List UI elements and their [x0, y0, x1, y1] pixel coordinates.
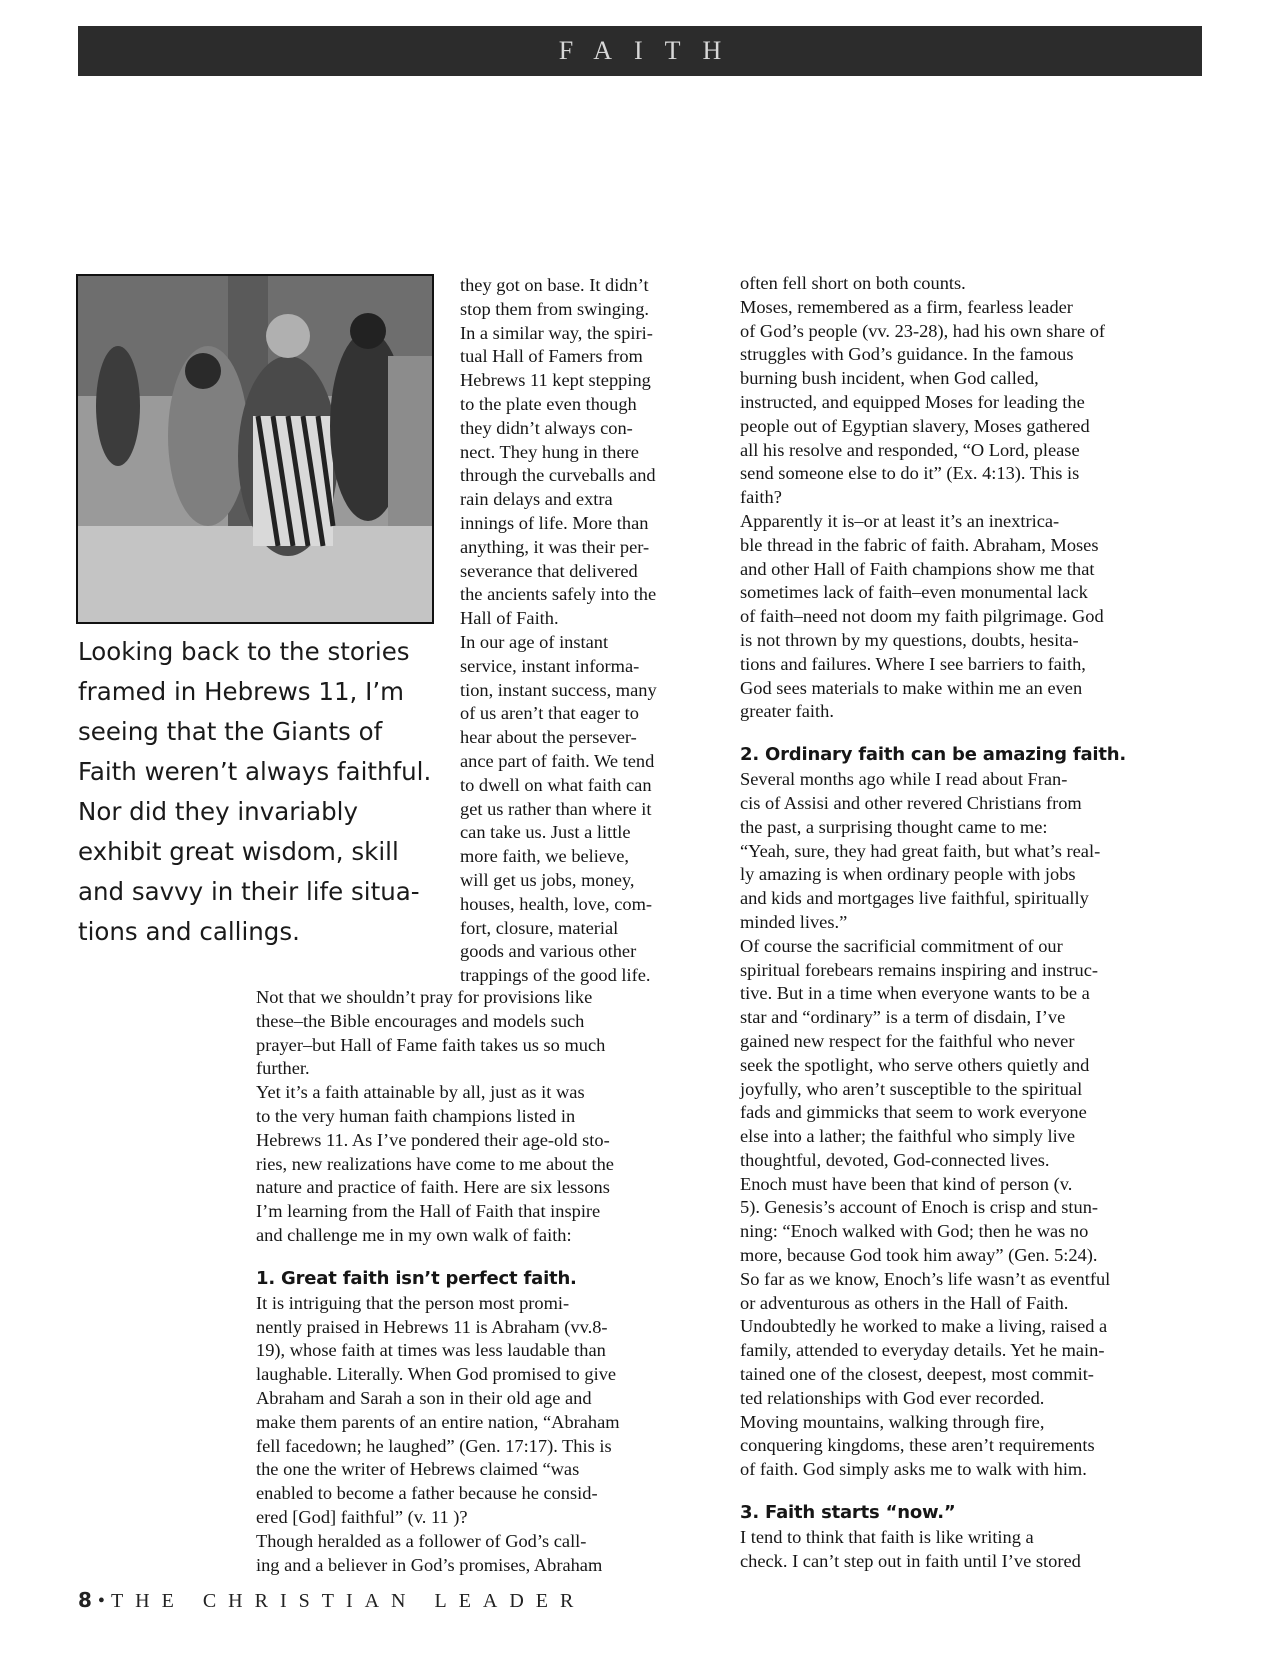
body-text-line: tual Hall of Famers from	[460, 346, 643, 367]
body-text-line: anything, it was their per-	[460, 536, 650, 557]
body-text-line: prayer–but Hall of Fame faith takes us so much	[256, 1034, 606, 1055]
body-text-line: severance that delivered	[460, 560, 638, 581]
body-text-line: these–the Bible encourages and models such	[256, 1010, 585, 1031]
body-text-line: houses, health, love, com-	[460, 893, 653, 914]
body-text-line: further.	[256, 1058, 310, 1079]
body-text-line: the one the writer of Hebrews claimed “was	[256, 1459, 580, 1480]
body-text-line: ries, new realizations have come to me about the	[256, 1153, 614, 1174]
body-text-line: ly amazing is when ordinary people with jobs	[740, 864, 1076, 885]
article-column-middle	[460, 274, 710, 988]
body-text-line: and challenge me in my own walk of faith:	[256, 1224, 572, 1245]
article-column-middle-lower	[256, 986, 726, 1577]
article-column-right	[740, 272, 1200, 1574]
body-text-line: Of course the sacrificial commitment of our	[740, 935, 1063, 956]
body-text-line: thoughtful, devoted, God-connected lives.	[740, 1149, 1050, 1170]
footer-separator: •	[97, 1590, 105, 1612]
body-text-line: of faith–need not doom my faith pilgrimage. God	[740, 606, 1104, 627]
body-text-line: Moses, remembered as a firm, fearless leader	[740, 296, 1073, 317]
body-text-line: Hebrews 11. As I’ve pondered their age-old sto-	[256, 1129, 610, 1150]
body-text-line: stop them from swinging.	[460, 298, 650, 319]
pull-quote	[78, 632, 438, 952]
body-text-line: Hall of Faith.	[460, 608, 559, 629]
body-text-line: can take us. Just a little	[460, 822, 631, 843]
body-text-line: spiritual forebears remains inspiring and instruc-	[740, 959, 1099, 980]
body-text-line: service, instant informa-	[460, 655, 640, 676]
section-heading: 2. Ordinary faith can be amazing faith.	[740, 744, 1127, 766]
body-text-line: I’m learning from the Hall of Faith that inspire	[256, 1201, 601, 1222]
article-photo	[76, 274, 434, 624]
body-text-line: through the curveballs and	[460, 465, 656, 486]
section-banner	[78, 26, 1202, 76]
body-text-line: people out of Egyptian slavery, Moses gathered	[740, 415, 1090, 436]
body-text-line: sometimes lack of faith–even monumental lack	[740, 582, 1088, 603]
body-text-line: ing and a believer in God’s promises, Abraham	[256, 1554, 603, 1575]
body-text-line: Abraham and Sarah a son in their old age and	[256, 1387, 592, 1408]
body-text-line: conquering kingdoms, these aren’t requirements	[740, 1435, 1095, 1456]
body-text-line: gained new respect for the faithful who never	[740, 1030, 1075, 1051]
body-text-line: they got on base. It didn’t	[460, 275, 649, 295]
body-text-line: Enoch must have been that kind of person (v.	[740, 1173, 1073, 1194]
body-text-line: tive. But in a time when everyone wants to be a	[740, 983, 1090, 1004]
body-text-line: check. I can’t step out in faith until I’ve stored	[740, 1550, 1081, 1571]
body-text-line: “Yeah, sure, they had great faith, but what’s real-	[740, 840, 1101, 861]
body-text-line: the ancients safely into the	[460, 584, 657, 605]
pull-quote-line: exhibit great wisdom, skill	[78, 837, 399, 866]
body-text-line: Hebrews 11 kept stepping	[460, 370, 651, 391]
body-text-line: So far as we know, Enoch’s life wasn’t as eventful	[740, 1268, 1111, 1289]
body-text-line: Though heralded as a follower of God’s call-	[256, 1530, 587, 1551]
pull-quote-line: Looking back to the stories	[78, 637, 410, 666]
pull-quote-line: Nor did they invariably	[78, 797, 358, 826]
body-text-line: nect. They hung in there	[460, 441, 639, 462]
body-text-line: minded lives.”	[740, 911, 848, 932]
body-text-line: and kids and mortgages live faithful, spiritually	[740, 888, 1089, 909]
body-text-line: goods and various other	[460, 941, 637, 962]
section-title: FAITH	[558, 36, 744, 65]
body-text-line: 5). Genesis’s account of Enoch is crisp and stun-	[740, 1197, 1099, 1218]
body-text-line: send someone else to do it” (Ex. 4:13). This is	[740, 463, 1080, 484]
photo-image	[78, 276, 432, 622]
body-text-line: In a similar way, the spiri-	[460, 322, 653, 343]
body-text-line: faith?	[740, 487, 782, 508]
body-text-line: hear about the persever-	[460, 727, 637, 748]
body-text-line: In our age of instant	[460, 631, 609, 652]
pull-quote-line: Faith weren’t always faithful.	[78, 757, 432, 786]
body-text-line: get us rather than where it	[460, 798, 652, 819]
body-text-line: laughable. Literally. When God promised to give	[256, 1364, 617, 1385]
body-text-line: of us aren’t that eager to	[460, 703, 639, 724]
body-text-line: burning bush incident, when God called,	[740, 368, 1039, 389]
body-text-line: more, because God took him away” (Gen. 5:24).	[740, 1245, 1098, 1266]
body-text-line: enabled to become a father because he consid-	[256, 1483, 598, 1504]
body-text-line: often fell short on both counts.	[740, 273, 966, 293]
body-text-line: Moving mountains, walking through fire,	[740, 1411, 1045, 1432]
body-text-line: rain delays and extra	[460, 489, 613, 510]
body-text-line: is not thrown by my questions, doubts, hesita-	[740, 629, 1079, 650]
body-text-line: struggles with God’s guidance. In the famous	[740, 344, 1074, 365]
body-text-line: the past, a surprising thought came to me:	[740, 816, 1048, 837]
body-text-line: all his resolve and responded, “O Lord, please	[740, 439, 1080, 460]
body-text-line: and other Hall of Faith champions show me that	[740, 558, 1095, 579]
body-text-line: Apparently it is–or at least it’s an inextrica-	[740, 510, 1060, 531]
body-text-line: greater faith.	[740, 701, 834, 722]
pull-quote-line: and savvy in their life situa-	[78, 877, 420, 906]
body-text-line: Several months ago while I read about Fran-	[740, 769, 1068, 790]
page-footer	[78, 1588, 585, 1613]
body-text-line: instructed, and equipped Moses for leading the	[740, 391, 1085, 412]
body-text-line: It is intriguing that the person most promi-	[256, 1292, 570, 1313]
body-text-line: nature and practice of faith. Here are six lessons	[256, 1177, 610, 1198]
body-text-line: tions and failures. Where I see barriers to faith,	[740, 653, 1086, 674]
body-text-line: ble thread in the fabric of faith. Abraham, Moses	[740, 534, 1099, 555]
body-text-line: of God’s people (vv. 23-28), had his own share of	[740, 320, 1106, 341]
body-text-line: to dwell on what faith can	[460, 774, 652, 795]
section-heading: 3. Faith starts “now.”	[740, 1502, 956, 1524]
body-text-line: more faith, we believe,	[460, 846, 630, 867]
body-text-line: innings of life. More than	[460, 512, 649, 533]
body-text-line: fell facedown; he laughed” (Gen. 17:17). This is	[256, 1435, 612, 1456]
body-text-line: family, attended to everyday details. Yet he main-	[740, 1340, 1105, 1361]
body-text-line: Undoubtedly he worked to make a living, raised a	[740, 1316, 1108, 1337]
body-text-line: nently praised in Hebrews 11 is Abraham (vv.8-	[256, 1316, 608, 1337]
body-text-line: will get us jobs, money,	[460, 869, 635, 890]
body-text-line: fads and gimmicks that seem to work everyone	[740, 1102, 1087, 1123]
body-text-line: they didn’t always con-	[460, 417, 633, 438]
pull-quote-line: seeing that the Giants of	[78, 717, 383, 746]
body-text-line: joyfully, who aren’t susceptible to the spiritual	[740, 1078, 1083, 1099]
body-text-line: seek the spotlight, who serve others quietly and	[740, 1054, 1090, 1075]
pull-quote-line: framed in Hebrews 11, I’m	[78, 677, 404, 706]
page-number: 8	[78, 1588, 92, 1612]
body-text-line: to the plate even though	[460, 393, 637, 414]
body-text-line: cis of Assisi and other revered Christians from	[740, 792, 1082, 813]
body-text-line: ance part of faith. We tend	[460, 750, 655, 771]
body-text-line: of faith. God simply asks me to walk with him.	[740, 1459, 1087, 1480]
body-text-line: ning: “Enoch walked with God; then he was no	[740, 1221, 1089, 1242]
body-text-line: tion, instant success, many	[460, 679, 657, 700]
body-text-line: else into a lather; the faithful who simply live	[740, 1126, 1076, 1147]
body-text-line: or adventurous as others in the Hall of Faith.	[740, 1292, 1069, 1313]
body-text-line: ted relationships with God ever recorded.	[740, 1387, 1045, 1408]
publication-name: THE CHRISTIAN LEADER	[110, 1590, 586, 1612]
pull-quote-line: tions and callings.	[78, 917, 300, 946]
body-text-line: Yet it’s a faith attainable by all, just as it was	[256, 1082, 585, 1103]
body-text-line: 19), whose faith at times was less laudable than	[256, 1340, 606, 1361]
body-text-line: Not that we shouldn’t pray for provisions like	[256, 987, 593, 1007]
body-text-line: I tend to think that faith is like writing a	[740, 1527, 1034, 1548]
body-text-line: tained one of the closest, deepest, most commit-	[740, 1364, 1094, 1385]
body-text-line: fort, closure, material	[460, 917, 619, 938]
body-text-line: God sees materials to make within me an even	[740, 677, 1083, 698]
body-text-line: trappings of the good life.	[460, 965, 651, 986]
body-text-line: make them parents of an entire nation, “Abraham	[256, 1411, 620, 1432]
body-text-line: star and “ordinary” is a term of disdain, I’ve	[740, 1007, 1066, 1028]
section-heading: 1. Great faith isn’t perfect faith.	[256, 1267, 577, 1289]
body-text-line: ered [God] faithful” (v. 11 )?	[256, 1506, 468, 1527]
body-text-line: to the very human faith champions listed in	[256, 1105, 576, 1126]
